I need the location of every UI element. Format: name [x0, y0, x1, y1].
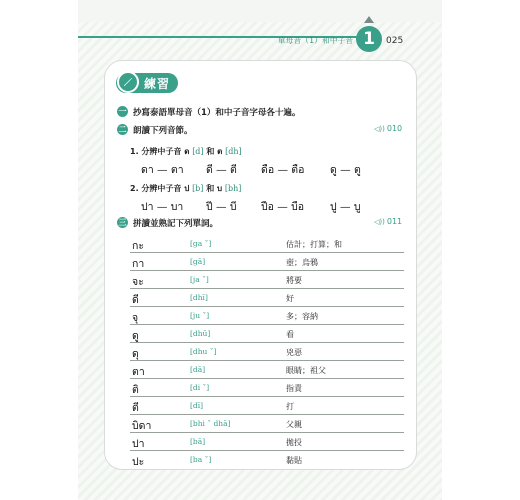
vocab-thai: กะ	[132, 240, 144, 252]
vocab-romanization: [dhu ˇ]	[190, 347, 217, 356]
subsection-1-and: 和	[206, 147, 215, 156]
syllable-pair: ปือ — บือ	[261, 201, 305, 213]
vocab-romanization: [bhi ˇ dhā]	[190, 419, 231, 428]
vocab-thai: จุ	[132, 312, 139, 324]
vocab-romanization: [ja ˇ]	[190, 275, 209, 284]
subsection-2-rom-b: [bh]	[224, 184, 242, 193]
vocab-thai: ปา	[132, 438, 145, 450]
audio-track-label: 010	[386, 124, 403, 133]
vocab-romanization: [ba ˇ]	[190, 455, 212, 464]
vocab-romanization: [dā]	[190, 365, 206, 374]
section-badge-2: 二	[118, 125, 127, 134]
vocab-meaning: 父親	[286, 420, 302, 429]
subsection-1-letter-b: ต	[217, 147, 223, 156]
section-badge-3: 三	[118, 218, 127, 227]
vocab-row	[130, 433, 404, 451]
vocab-meaning: 兇惡	[286, 348, 302, 357]
syllable-pair: ปา — บา	[141, 201, 184, 213]
pencil-icon-svg	[122, 76, 134, 88]
subsection-2-letter-b: บ	[217, 184, 223, 193]
subsection-1-rom-b: [dh]	[225, 147, 242, 156]
syllable-pair: ปี — บี	[206, 201, 237, 213]
vocab-romanization: [dhū]	[190, 329, 211, 338]
practice-label: 練習	[144, 77, 171, 91]
subsection-2-rom-a: [b]	[192, 184, 204, 193]
section-text-1: 抄寫泰語單母音（1）和中子音字母各十遍。	[133, 108, 301, 118]
vocab-meaning: 壺；烏鴉	[286, 258, 318, 267]
vocab-meaning: 多；容納	[286, 312, 318, 321]
section-text-3: 拼讀並熟記下列單詞。	[133, 219, 219, 229]
syllable-pair: ดา — ตา	[141, 164, 184, 176]
subsection-2-heading	[130, 182, 241, 195]
bookmark-triangle-icon	[364, 16, 374, 23]
vocab-meaning: 好	[286, 294, 294, 303]
vocab-meaning: 看	[286, 330, 294, 339]
vocab-row	[130, 253, 404, 271]
subsection-1-label: 1. 分辨中子音	[130, 147, 182, 156]
page-number: 025	[386, 36, 404, 46]
vocab-row	[130, 361, 404, 379]
vocab-thai: ดู	[132, 330, 139, 342]
vocab-thai: ติ	[132, 384, 139, 396]
subsection-1-letter-a: ด	[184, 147, 190, 156]
pencil-icon	[117, 71, 139, 93]
page-top-band	[78, 0, 442, 22]
vocab-romanization: [di ˇ]	[190, 383, 210, 392]
vocab-romanization: [gā]	[190, 257, 206, 266]
subsection-1-heading	[130, 145, 242, 158]
vocab-meaning: 將要	[286, 276, 302, 285]
vocab-romanization: [dhī]	[190, 293, 208, 302]
vocab-meaning: 指責	[286, 384, 302, 393]
vocab-meaning: 眼睛；祖父	[286, 366, 326, 375]
vocab-meaning: 估計；打算；和	[286, 240, 342, 249]
vocab-meaning: 拋投	[286, 438, 302, 447]
vocab-romanization: [dī]	[190, 401, 204, 410]
vocab-thai: ดี	[132, 294, 139, 306]
vocab-row	[130, 289, 404, 307]
vocab-thai: ปะ	[132, 456, 145, 468]
speaker-icon: ◁))	[374, 217, 385, 226]
vocab-meaning: 打	[286, 402, 294, 411]
audio-track-label: 011	[386, 217, 403, 226]
vocab-romanization: [bā]	[190, 437, 206, 446]
subsection-2-letter-a: ป	[184, 184, 190, 193]
vocab-thai: ตา	[132, 366, 145, 378]
vocab-row	[130, 451, 404, 469]
syllable-pair: ดี — ตี	[206, 164, 237, 176]
vocab-row	[130, 235, 404, 253]
syllable-pair: ดู — ตู	[330, 164, 361, 176]
chapter-number-badge: 1	[356, 26, 382, 52]
section-text-2: 朗讀下列音節。	[133, 126, 193, 136]
vocab-thai: กา	[132, 258, 145, 270]
vocab-thai: ดุ	[132, 348, 139, 360]
chapter-title: 單母音（1）和中子音	[278, 36, 354, 45]
vocab-row	[130, 397, 404, 415]
section-badge-1: 一	[118, 107, 127, 116]
vocab-row	[130, 343, 404, 361]
speaker-icon: ◁))	[374, 124, 385, 133]
subsection-2-label: 2. 分辨中子音	[130, 184, 182, 193]
syllable-pair: ปู — บู	[330, 201, 361, 213]
vocab-romanization: [ga ˇ]	[190, 239, 212, 248]
vocab-thai: จะ	[132, 276, 144, 288]
vocab-meaning: 黏貼	[286, 456, 302, 465]
vocab-row	[130, 379, 404, 397]
vocab-romanization: [ju ˇ]	[190, 311, 210, 320]
vocab-thai: ตี	[132, 402, 139, 414]
audio-track-010[interactable]	[374, 124, 402, 133]
vocab-thai: บิดา	[132, 420, 152, 432]
vocab-row	[130, 325, 404, 343]
vocab-row	[130, 271, 404, 289]
vocab-row	[130, 307, 404, 325]
syllable-pair: ดือ — ตือ	[261, 164, 305, 176]
audio-track-011[interactable]	[374, 217, 402, 226]
vocab-row	[130, 415, 404, 433]
subsection-2-and: 和	[206, 184, 215, 193]
subsection-1-rom-a: [d]	[192, 147, 204, 156]
